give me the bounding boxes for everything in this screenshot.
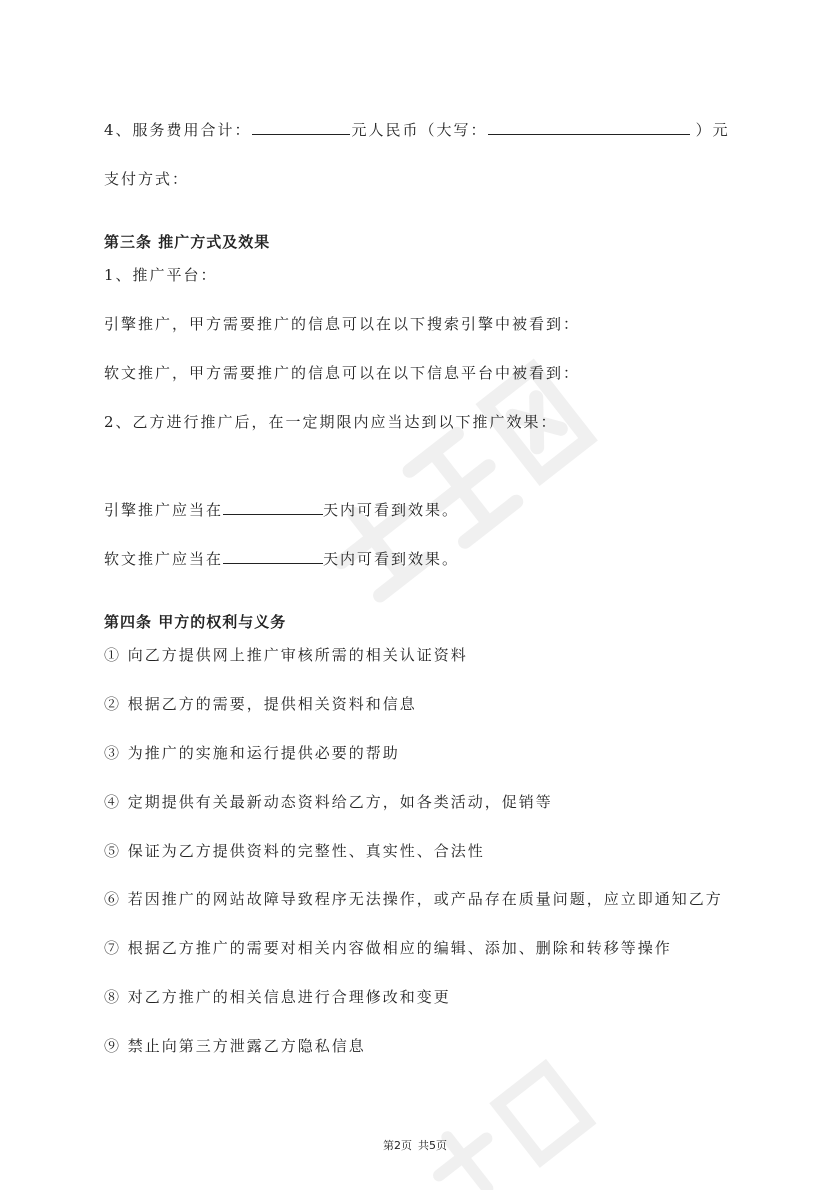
fee-total-line [104, 120, 730, 140]
payment-method-line: 支付方式： [104, 170, 190, 188]
party-a-duty-item: ⑤ 保证为乙方提供资料的完整性、真实性、合法性 [104, 842, 485, 860]
fee-total-unit: 元人民币（大写： [351, 121, 488, 139]
party-a-duty-item: ④ 定期提供有关最新动态资料给乙方，如各类活动，促销等 [104, 793, 553, 811]
section3-heading: 第三条 推广方式及效果 [104, 233, 271, 251]
fee-capitalized-blank[interactable] [488, 120, 690, 135]
party-a-duty-item: ① 向乙方提供网上推广审核所需的相关认证资料 [104, 646, 468, 664]
softtext-effect-prefix: 软文推广应当在 [104, 550, 224, 568]
softtext-effect-suffix: 天内可看到效果。 [323, 550, 460, 568]
party-a-duty-item: ② 根据乙方的需要，提供相关资料和信息 [104, 695, 417, 713]
engine-effect-prefix: 引擎推广应当在 [104, 501, 224, 519]
page-number-total: 共5页 [418, 1139, 447, 1152]
section3-item1: 1、推广平台： [104, 266, 218, 284]
fee-amount-blank[interactable] [252, 120, 350, 135]
party-a-duty-item: ⑥ 若因推广的网站故障导致程序无法操作，或产品存在质量问题，应立即通知乙方 [104, 890, 723, 908]
party-a-duty-item: ⑧ 对乙方推广的相关信息进行合理修改和变更 [104, 988, 451, 1006]
party-a-duty-item: ③ 为推广的实施和运行提供必要的帮助 [104, 744, 400, 762]
engine-days-blank[interactable] [223, 500, 323, 515]
engine-effect-line [104, 500, 459, 520]
softtext-effect-line [104, 549, 459, 569]
page-footer [0, 1137, 830, 1153]
softtext-promotion-line: 软文推广，甲方需要推广的信息可以在以下信息平台中被看到： [104, 364, 581, 382]
softtext-days-blank[interactable] [223, 549, 323, 564]
engine-promotion-line: 引擎推广，甲方需要推广的信息可以在以下搜索引擎中被看到： [104, 315, 581, 333]
party-a-duty-item: ⑨ 禁止向第三方泄露乙方隐私信息 [104, 1037, 366, 1055]
section4-heading: 第四条 甲方的权利与义务 [104, 613, 287, 631]
watermark-logo-lower [360, 1050, 660, 1190]
engine-effect-suffix: 天内可看到效果。 [323, 501, 460, 519]
fee-total-close: ）元 [695, 121, 730, 139]
page-number-current: 第2页 [383, 1139, 412, 1152]
section3-item2: 2、乙方进行推广后，在一定期限内应当达到以下推广效果： [104, 413, 558, 431]
party-a-duty-item: ⑦ 根据乙方推广的需要对相关内容做相应的编辑、添加、删除和转移等操作 [104, 939, 672, 957]
fee-total-label: 4、服务费用合计： [104, 121, 252, 139]
